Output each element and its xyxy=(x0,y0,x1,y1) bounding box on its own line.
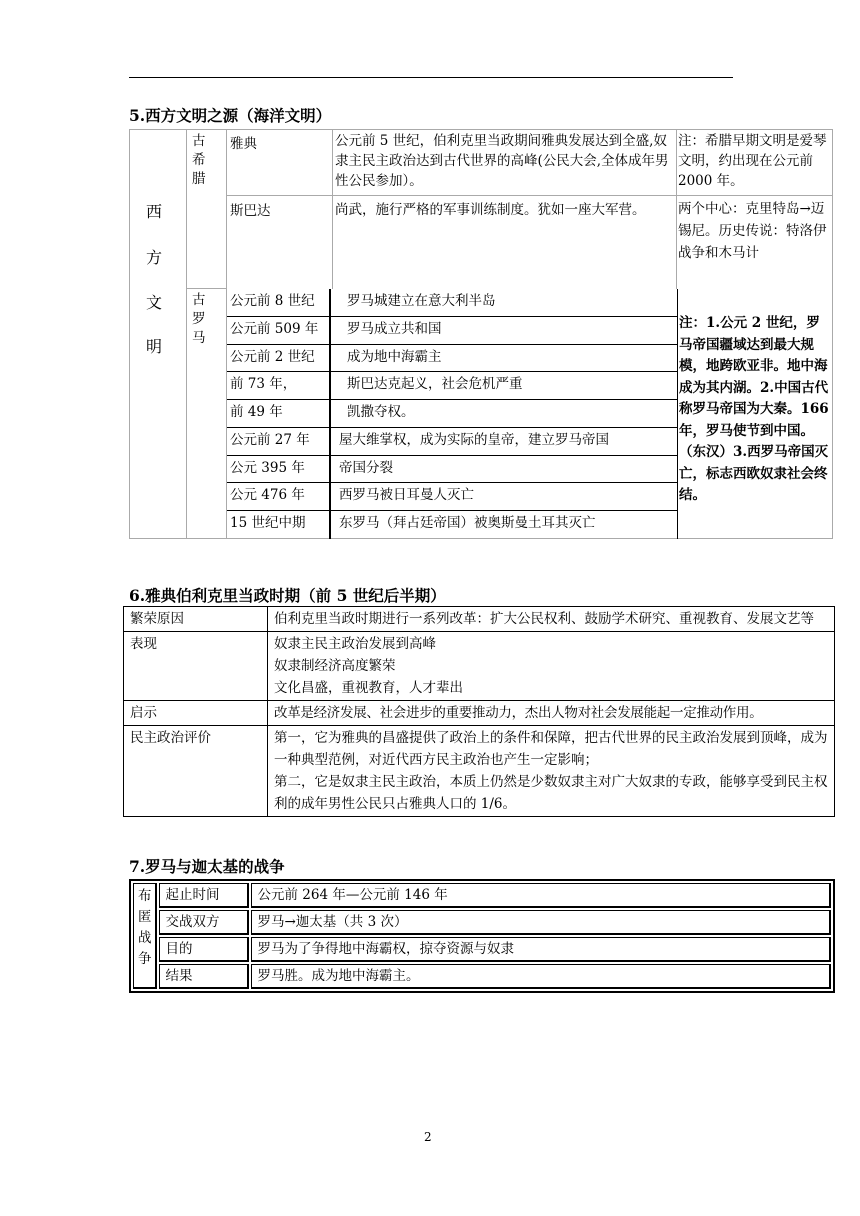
row-label: 表现 xyxy=(124,632,268,701)
table-row xyxy=(133,937,831,962)
rome-row-event: 西罗马被日耳曼人灭亡 xyxy=(339,487,474,504)
rome-row-time: 公元 395 年 xyxy=(227,456,331,483)
row-content: 改革是经济发展、社会进步的重要推动力，杰出人物对社会发展能起一定推动作用。 xyxy=(268,701,835,726)
rome-row-event: 罗马成立共和国 xyxy=(347,320,442,337)
row-label: 交战双方 xyxy=(159,910,249,935)
western-civilization-table xyxy=(129,129,833,539)
rome-row-event: 帝国分裂 xyxy=(339,459,393,476)
row-content: 第一，它为雅典的昌盛提供了政治上的条件和保障，把古代世界的民主政治发展到顶峰，成为一种典型范例，对近代西方民主政治也产生一定影响； 第二，它是奴隶主民主政治，本质上仍然是少数奴隶主对广大奴隶的专政，能够享受到民主权利的成年男性公民只占雅典人口的 1/6。 xyxy=(268,726,835,817)
punic-wars-table xyxy=(129,879,835,993)
sparta-label: 斯巴达 xyxy=(227,196,333,289)
rome-row-time: 前 49 年 xyxy=(227,400,331,427)
rome-row-event: 东罗马（拜占廷帝国）被奥斯曼土耳其灭亡 xyxy=(339,515,596,532)
rome-label: 古 罗 马 xyxy=(187,289,227,539)
athens-label: 雅典 xyxy=(227,129,333,196)
rome-note: 注：1.公元 2 世纪，罗马帝国疆域达到最大规模，地跨欧亚非。地中海成为其内湖。2.中国古代称罗马帝国为大秦。166 年，罗马使节到中国。（东汉）3.西罗马帝国灭亡，标志西欧奴隶社会终结。 xyxy=(677,289,833,539)
rome-row-event: 斯巴达克起义，社会危机严重 xyxy=(347,376,523,393)
row-label: 启示 xyxy=(124,701,268,726)
rome-timeline-row xyxy=(227,372,677,400)
page-number: 2 xyxy=(424,1130,432,1144)
section-7-title: 7.罗马与迦太基的战争 xyxy=(129,857,285,876)
rome-row-time: 15 世纪中期 xyxy=(227,511,331,539)
rome-row-time: 前 73 年， xyxy=(227,372,331,399)
table-row xyxy=(133,883,831,908)
table-row xyxy=(124,607,835,632)
side-label-western-civ: 西 方 文 明 xyxy=(129,129,187,539)
rome-timeline-row xyxy=(227,483,677,511)
section-6-title: 6.雅典伯利克里当政时期（前 5 世纪后半期） xyxy=(129,586,446,605)
greece-label: 古 希 腊 xyxy=(187,129,227,289)
rome-timeline xyxy=(227,289,677,539)
rome-row-time: 公元前 2 世纪 xyxy=(227,345,331,372)
row-value: 公元前 264 年—公元前 146 年 xyxy=(251,883,832,908)
rome-timeline-row xyxy=(227,511,677,539)
greece-note: 注：希腊早期文明是爱琴文明，约出现在公元前 2000 年。 xyxy=(677,129,833,196)
row-label: 繁荣原因 xyxy=(124,607,268,632)
row-label: 民主政治评价 xyxy=(124,726,268,817)
rome-timeline-row xyxy=(227,400,677,428)
side-label-punic-wars: 布 匿 战 争 xyxy=(133,883,157,989)
rome-row-time: 公元前 509 年 xyxy=(227,317,331,344)
row-label: 目的 xyxy=(159,937,249,962)
row-value: 罗马胜。成为地中海霸主。 xyxy=(251,964,832,989)
header-rule xyxy=(129,77,733,78)
rome-timeline-row xyxy=(227,456,677,484)
rome-timeline-row xyxy=(227,428,677,456)
sparta-content: 尚武，施行严格的军事训练制度。犹如一座大军营。 xyxy=(333,196,677,289)
table-row xyxy=(124,726,835,817)
row-value: 罗马为了争得地中海霸权，掠夺资源与奴隶 xyxy=(251,937,832,962)
rome-row-event: 凯撒夺权。 xyxy=(347,404,415,421)
athens-pericles-table xyxy=(123,606,835,817)
row-content: 奴隶主民主政治发展到高峰 奴隶制经济高度繁荣 文化昌盛，重视教育，人才辈出 xyxy=(268,632,835,701)
rome-row-event: 成为地中海霸主 xyxy=(347,348,442,365)
row-label: 起止时间 xyxy=(159,883,249,908)
sparta-note: 两个中心：克里特岛→迈锡尼。历史传说：特洛伊战争和木马计 xyxy=(677,196,833,289)
rome-row-time: 公元前 27 年 xyxy=(227,428,331,455)
row-content: 伯利克里当政时期进行一系列改革：扩大公民权利、鼓励学术研究、重视教育、发展文艺等 xyxy=(268,607,835,632)
rome-timeline-row xyxy=(227,345,677,373)
rome-row-event: 屋大维掌权，成为实际的皇帝，建立罗马帝国 xyxy=(339,431,609,448)
rome-timeline-row xyxy=(227,289,677,317)
table-row xyxy=(124,632,835,701)
section-5-title: 5.西方文明之源（海洋文明） xyxy=(129,106,332,125)
rome-row-event: 罗马城建立在意大利半岛 xyxy=(347,293,496,309)
rome-timeline-row xyxy=(227,317,677,345)
table-row xyxy=(133,964,831,989)
row-value: 罗马→迦太基（共 3 次） xyxy=(251,910,832,935)
row-label: 结果 xyxy=(159,964,249,989)
table-row xyxy=(133,910,831,935)
athens-content: 公元前 5 世纪，伯利克里当政期间雅典发展达到全盛,奴隶主民主政治达到古代世界的高峰(公民大会,全体成年男性公民参加）。 xyxy=(333,129,677,196)
rome-row-time: 公元前 8 世纪 xyxy=(227,289,331,316)
table-row xyxy=(124,701,835,726)
rome-row-time: 公元 476 年 xyxy=(227,483,331,510)
